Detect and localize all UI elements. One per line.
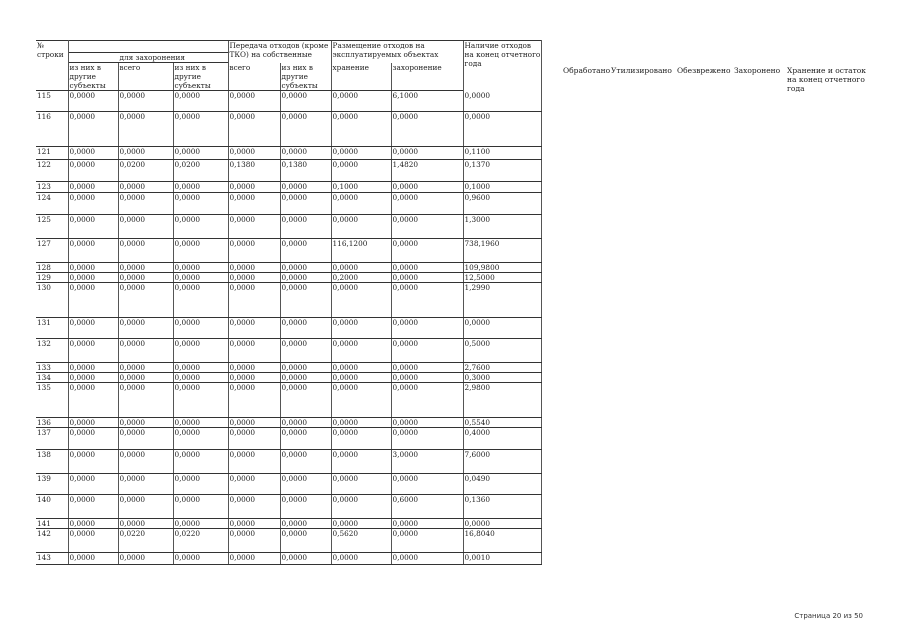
value-cell: 0,0000 bbox=[118, 215, 173, 239]
row-number-cell: 125 bbox=[36, 215, 68, 239]
subheader-other-subjects-1: из них в другие субъекты bbox=[68, 63, 118, 91]
value-cell: 0,0000 bbox=[173, 193, 228, 215]
value-cell: 0,0000 bbox=[228, 383, 280, 418]
value-cell: 0,0000 bbox=[391, 193, 463, 215]
table-row bbox=[36, 160, 541, 182]
value-cell: 0,0000 bbox=[280, 450, 331, 474]
value-cell: 0,0000 bbox=[280, 418, 331, 428]
value-cell: 0,1380 bbox=[228, 160, 280, 182]
table-row bbox=[36, 450, 541, 474]
row-number-cell: 137 bbox=[36, 428, 68, 450]
value-cell: 0,0000 bbox=[68, 373, 118, 383]
value-cell: 0,0000 bbox=[280, 215, 331, 239]
value-cell: 0,0000 bbox=[228, 363, 280, 373]
table-row bbox=[36, 147, 541, 160]
value-cell: 2,9800 bbox=[463, 383, 541, 418]
table-row bbox=[36, 418, 541, 428]
value-cell: 0,1380 bbox=[280, 160, 331, 182]
value-cell: 0,0000 bbox=[280, 318, 331, 339]
subheader-other-subjects-2: из них в другие субъекты bbox=[173, 63, 228, 91]
value-cell: 0,0000 bbox=[118, 519, 173, 529]
value-cell: 0,0000 bbox=[118, 318, 173, 339]
page-number: Страница 20 из 50 bbox=[794, 612, 863, 620]
table-row bbox=[36, 239, 541, 263]
row-number-cell: 134 bbox=[36, 373, 68, 383]
value-cell: 0,0000 bbox=[331, 318, 391, 339]
value-cell: 0,0000 bbox=[118, 474, 173, 495]
value-cell: 0,0000 bbox=[68, 418, 118, 428]
value-cell: 0,5540 bbox=[463, 418, 541, 428]
value-cell: 0,0000 bbox=[118, 495, 173, 519]
value-cell: 0,0000 bbox=[228, 318, 280, 339]
value-cell: 0,0000 bbox=[280, 182, 331, 193]
value-cell: 0,0000 bbox=[173, 112, 228, 147]
table-row bbox=[36, 363, 541, 373]
row-number-cell: 135 bbox=[36, 383, 68, 418]
value-cell: 2,7600 bbox=[463, 363, 541, 373]
value-cell: 0,0000 bbox=[228, 91, 280, 112]
value-cell: 0,0000 bbox=[280, 529, 331, 553]
value-cell: 0,0000 bbox=[68, 283, 118, 318]
table-row bbox=[36, 519, 541, 529]
value-cell: 1,4820 bbox=[391, 160, 463, 182]
extra-header-1: Обработано bbox=[563, 66, 611, 75]
value-cell: 0,0000 bbox=[280, 239, 331, 263]
value-cell: 0,0000 bbox=[331, 147, 391, 160]
row-number-cell: 122 bbox=[36, 160, 68, 182]
value-cell: 0,0000 bbox=[68, 519, 118, 529]
value-cell: 0,0000 bbox=[68, 428, 118, 450]
value-cell: 0,0000 bbox=[173, 339, 228, 363]
value-cell: 0,0000 bbox=[68, 239, 118, 263]
value-cell: 0,0000 bbox=[68, 474, 118, 495]
table-header bbox=[36, 41, 541, 91]
value-cell: 0,0000 bbox=[280, 91, 331, 112]
value-cell: 0,0000 bbox=[68, 529, 118, 553]
row-number-cell: 138 bbox=[36, 450, 68, 474]
value-cell: 0,0000 bbox=[463, 519, 541, 529]
value-cell: 0,0000 bbox=[391, 182, 463, 193]
value-cell: 0,0000 bbox=[68, 215, 118, 239]
value-cell: 1,2990 bbox=[463, 283, 541, 318]
value-cell: 0,0000 bbox=[228, 147, 280, 160]
value-cell: 0,0000 bbox=[173, 283, 228, 318]
value-cell: 0,0000 bbox=[331, 363, 391, 373]
value-cell: 0,0000 bbox=[391, 519, 463, 529]
value-cell: 0,0000 bbox=[173, 418, 228, 428]
value-cell: 0,0200 bbox=[173, 160, 228, 182]
value-cell: 0,0000 bbox=[173, 363, 228, 373]
value-cell: 0,4000 bbox=[463, 428, 541, 450]
value-cell: 0,0000 bbox=[331, 160, 391, 182]
subheader-total-2: всего bbox=[228, 63, 280, 91]
table-row bbox=[36, 182, 541, 193]
value-cell: 0,0000 bbox=[228, 215, 280, 239]
value-cell: 0,0000 bbox=[280, 519, 331, 529]
value-cell: 0,0000 bbox=[68, 160, 118, 182]
value-cell: 0,0220 bbox=[173, 529, 228, 553]
value-cell: 0,0000 bbox=[331, 263, 391, 273]
value-cell: 0,0200 bbox=[118, 160, 173, 182]
value-cell: 0,5620 bbox=[331, 529, 391, 553]
value-cell: 0,9600 bbox=[463, 193, 541, 215]
row-number-cell: 130 bbox=[36, 283, 68, 318]
value-cell: 0,0000 bbox=[391, 112, 463, 147]
value-cell: 0,0000 bbox=[118, 450, 173, 474]
value-cell: 0,0000 bbox=[118, 383, 173, 418]
value-cell: 7,6000 bbox=[463, 450, 541, 474]
value-cell: 0,0000 bbox=[173, 450, 228, 474]
value-cell: 0,0000 bbox=[173, 553, 228, 565]
value-cell: 0,0000 bbox=[68, 363, 118, 373]
value-cell: 0,0000 bbox=[331, 553, 391, 565]
value-cell: 0,0000 bbox=[118, 373, 173, 383]
row-number-cell: 116 bbox=[36, 112, 68, 147]
value-cell: 0,0000 bbox=[391, 418, 463, 428]
value-cell: 0,0000 bbox=[391, 273, 463, 283]
row-number-cell: 139 bbox=[36, 474, 68, 495]
value-cell: 0,0000 bbox=[463, 318, 541, 339]
value-cell: 0,0000 bbox=[228, 519, 280, 529]
value-cell: 0,0000 bbox=[280, 339, 331, 363]
value-cell: 0,1360 bbox=[463, 495, 541, 519]
table-row bbox=[36, 215, 541, 239]
value-cell: 0,0000 bbox=[331, 112, 391, 147]
value-cell: 0,0000 bbox=[228, 239, 280, 263]
value-cell: 0,0220 bbox=[118, 529, 173, 553]
value-cell: 0,0000 bbox=[118, 182, 173, 193]
value-cell: 1,3000 bbox=[463, 215, 541, 239]
value-cell: 0,0000 bbox=[280, 495, 331, 519]
value-cell: 0,0000 bbox=[280, 283, 331, 318]
value-cell: 0,0000 bbox=[280, 263, 331, 273]
value-cell: 0,0000 bbox=[331, 495, 391, 519]
value-cell: 0,0000 bbox=[68, 318, 118, 339]
row-number-cell: 121 bbox=[36, 147, 68, 160]
value-cell: 0,0000 bbox=[331, 519, 391, 529]
value-cell: 0,0000 bbox=[280, 383, 331, 418]
value-cell: 0,0000 bbox=[173, 273, 228, 283]
value-cell: 0,0000 bbox=[173, 182, 228, 193]
value-cell: 0,0000 bbox=[391, 263, 463, 273]
value-cell: 0,0000 bbox=[463, 112, 541, 147]
value-cell: 0,0000 bbox=[68, 91, 118, 112]
value-cell: 0,0000 bbox=[391, 553, 463, 565]
value-cell: 0,0000 bbox=[280, 553, 331, 565]
row-number-cell: 124 bbox=[36, 193, 68, 215]
value-cell: 0,0000 bbox=[228, 418, 280, 428]
value-cell: 0,0000 bbox=[173, 495, 228, 519]
value-cell: 0,1000 bbox=[331, 182, 391, 193]
value-cell: 0,0000 bbox=[280, 112, 331, 147]
value-cell: 0,0000 bbox=[280, 363, 331, 373]
value-cell: 0,0000 bbox=[331, 91, 391, 112]
value-cell: 0,0000 bbox=[118, 263, 173, 273]
row-number-cell: 123 bbox=[36, 182, 68, 193]
value-cell: 12,5000 bbox=[463, 273, 541, 283]
value-cell: 0,0000 bbox=[173, 215, 228, 239]
value-cell: 0,2000 bbox=[331, 273, 391, 283]
value-cell: 0,0000 bbox=[68, 263, 118, 273]
value-cell: 0,0000 bbox=[118, 428, 173, 450]
value-cell: 0,0000 bbox=[228, 428, 280, 450]
value-cell: 0,0000 bbox=[118, 273, 173, 283]
value-cell: 0,0000 bbox=[118, 193, 173, 215]
value-cell: 0,0000 bbox=[228, 193, 280, 215]
value-cell: 0,0000 bbox=[228, 529, 280, 553]
table-row bbox=[36, 193, 541, 215]
subheader-other-subjects-3: из них в другие субъекты bbox=[280, 63, 331, 91]
value-cell: 0,1100 bbox=[463, 147, 541, 160]
value-cell: 0,0000 bbox=[280, 273, 331, 283]
value-cell: 0,0000 bbox=[331, 450, 391, 474]
extra-header-2: Утилизировано bbox=[611, 66, 672, 75]
transfer-header: Передача отходов (кроме ТКО) на собственные bbox=[228, 41, 331, 63]
value-cell: 0,0000 bbox=[391, 529, 463, 553]
value-cell: 0,0000 bbox=[68, 450, 118, 474]
value-cell: 0,0000 bbox=[68, 182, 118, 193]
value-cell: 0,0000 bbox=[228, 182, 280, 193]
row-number-cell: 143 bbox=[36, 553, 68, 565]
subheader-total-1: всего bbox=[118, 63, 173, 91]
extra-header-5: Хранение и остаток на конец отчетного года bbox=[787, 66, 866, 93]
value-cell: 0,0000 bbox=[118, 363, 173, 373]
placement-header: Размещение отходов на эксплуатируемых объектах bbox=[331, 41, 463, 63]
value-cell: 0,0000 bbox=[118, 418, 173, 428]
value-cell: 0,0000 bbox=[280, 193, 331, 215]
value-cell: 0,6000 bbox=[391, 495, 463, 519]
value-cell: 0,0000 bbox=[173, 383, 228, 418]
value-cell: 0,0000 bbox=[118, 339, 173, 363]
table-row bbox=[36, 318, 541, 339]
value-cell: 0,0000 bbox=[173, 318, 228, 339]
table-row bbox=[36, 273, 541, 283]
value-cell: 0,0000 bbox=[463, 91, 541, 112]
subheader-storage: хранение bbox=[331, 63, 391, 91]
value-cell: 0,0000 bbox=[228, 474, 280, 495]
value-cell: 0,0000 bbox=[68, 273, 118, 283]
value-cell: 0,0000 bbox=[228, 553, 280, 565]
table-row bbox=[36, 474, 541, 495]
value-cell: 0,0000 bbox=[173, 147, 228, 160]
value-cell: 0,0000 bbox=[228, 339, 280, 363]
value-cell: 738,1960 bbox=[463, 239, 541, 263]
row-number-cell: 129 bbox=[36, 273, 68, 283]
value-cell: 0,0000 bbox=[331, 373, 391, 383]
value-cell: 0,0000 bbox=[68, 147, 118, 160]
row-number-cell: 128 bbox=[36, 263, 68, 273]
row-number-cell: 115 bbox=[36, 91, 68, 112]
value-cell: 0,0000 bbox=[68, 553, 118, 565]
value-cell: 0,0000 bbox=[280, 428, 331, 450]
value-cell: 0,0000 bbox=[391, 318, 463, 339]
value-cell: 0,0000 bbox=[68, 339, 118, 363]
value-cell: 0,0000 bbox=[173, 263, 228, 273]
value-cell: 0,0000 bbox=[391, 373, 463, 383]
subheader-burial: захоронение bbox=[391, 63, 463, 91]
value-cell: 0,0000 bbox=[391, 474, 463, 495]
row-number-cell: 132 bbox=[36, 339, 68, 363]
value-cell: 0,0000 bbox=[118, 553, 173, 565]
row-number-cell: 142 bbox=[36, 529, 68, 553]
extra-header-4: Захоронено bbox=[734, 66, 781, 75]
value-cell: 0,0000 bbox=[331, 418, 391, 428]
value-cell: 0,0000 bbox=[118, 283, 173, 318]
value-cell: 0,0000 bbox=[173, 91, 228, 112]
extra-header-3: Обезврежено bbox=[677, 66, 731, 75]
value-cell: 0,0000 bbox=[118, 147, 173, 160]
table-row bbox=[36, 112, 541, 147]
value-cell: 0,0000 bbox=[391, 239, 463, 263]
row-number-header: № строки bbox=[36, 41, 68, 63]
table-row bbox=[36, 428, 541, 450]
table-row bbox=[36, 339, 541, 363]
value-cell: 0,0000 bbox=[173, 239, 228, 263]
table-row bbox=[36, 529, 541, 553]
value-cell: 0,3000 bbox=[463, 373, 541, 383]
value-cell: 0,0000 bbox=[280, 373, 331, 383]
value-cell: 0,0000 bbox=[173, 474, 228, 495]
availability-header: Наличие отходов на конец отчетного года bbox=[463, 41, 541, 91]
value-cell: 0,0000 bbox=[391, 428, 463, 450]
value-cell: 0,0000 bbox=[118, 112, 173, 147]
value-cell: 0,0000 bbox=[173, 519, 228, 529]
value-cell: 0,0000 bbox=[68, 383, 118, 418]
table-row bbox=[36, 283, 541, 318]
value-cell: 0,0000 bbox=[331, 428, 391, 450]
table-row bbox=[36, 373, 541, 383]
value-cell: 0,0000 bbox=[228, 373, 280, 383]
value-cell: 0,0000 bbox=[391, 363, 463, 373]
value-cell: 0,0000 bbox=[331, 339, 391, 363]
value-cell: 0,0000 bbox=[68, 112, 118, 147]
value-cell: 0,0000 bbox=[173, 428, 228, 450]
value-cell: 116,1200 bbox=[331, 239, 391, 263]
value-cell: 0,0000 bbox=[173, 373, 228, 383]
value-cell: 0,0000 bbox=[228, 112, 280, 147]
value-cell: 0,0000 bbox=[118, 91, 173, 112]
value-cell: 0,5000 bbox=[463, 339, 541, 363]
waste-report-table bbox=[36, 40, 542, 565]
table-row bbox=[36, 263, 541, 273]
burial-group-header: для захоронения bbox=[68, 53, 228, 63]
row-number-cell: 133 bbox=[36, 363, 68, 373]
value-cell: 0,0000 bbox=[280, 147, 331, 160]
table-body bbox=[36, 91, 541, 565]
table-row bbox=[36, 553, 541, 565]
value-cell: 109,9800 bbox=[463, 263, 541, 273]
row-number-cell: 127 bbox=[36, 239, 68, 263]
row-number-cell: 140 bbox=[36, 495, 68, 519]
value-cell: 16,8040 bbox=[463, 529, 541, 553]
row-number-cell: 141 bbox=[36, 519, 68, 529]
row-number-cell: 136 bbox=[36, 418, 68, 428]
value-cell: 0,0000 bbox=[331, 193, 391, 215]
value-cell: 0,0000 bbox=[280, 474, 331, 495]
value-cell: 0,0000 bbox=[391, 215, 463, 239]
table-row bbox=[36, 383, 541, 418]
value-cell: 0,0000 bbox=[228, 263, 280, 273]
value-cell: 0,0000 bbox=[68, 495, 118, 519]
value-cell: 0,0000 bbox=[228, 283, 280, 318]
value-cell: 0,0000 bbox=[331, 383, 391, 418]
value-cell: 0,0000 bbox=[118, 239, 173, 263]
value-cell: 0,0000 bbox=[331, 215, 391, 239]
table-row bbox=[36, 91, 541, 112]
value-cell: 0,0000 bbox=[68, 193, 118, 215]
value-cell: 3,0000 bbox=[391, 450, 463, 474]
value-cell: 0,0000 bbox=[331, 474, 391, 495]
row-number-cell: 131 bbox=[36, 318, 68, 339]
value-cell: 0,0000 bbox=[228, 450, 280, 474]
value-cell: 0,0000 bbox=[391, 147, 463, 160]
table-row bbox=[36, 495, 541, 519]
value-cell: 0,1000 bbox=[463, 182, 541, 193]
value-cell: 0,0000 bbox=[228, 273, 280, 283]
value-cell: 0,0000 bbox=[391, 283, 463, 318]
value-cell: 0,0000 bbox=[228, 495, 280, 519]
value-cell: 0,0000 bbox=[391, 339, 463, 363]
value-cell: 0,0010 bbox=[463, 553, 541, 565]
value-cell: 0,0490 bbox=[463, 474, 541, 495]
value-cell: 0,0000 bbox=[331, 283, 391, 318]
value-cell: 6,1000 bbox=[391, 91, 463, 112]
value-cell: 0,1370 bbox=[463, 160, 541, 182]
value-cell: 0,0000 bbox=[391, 383, 463, 418]
